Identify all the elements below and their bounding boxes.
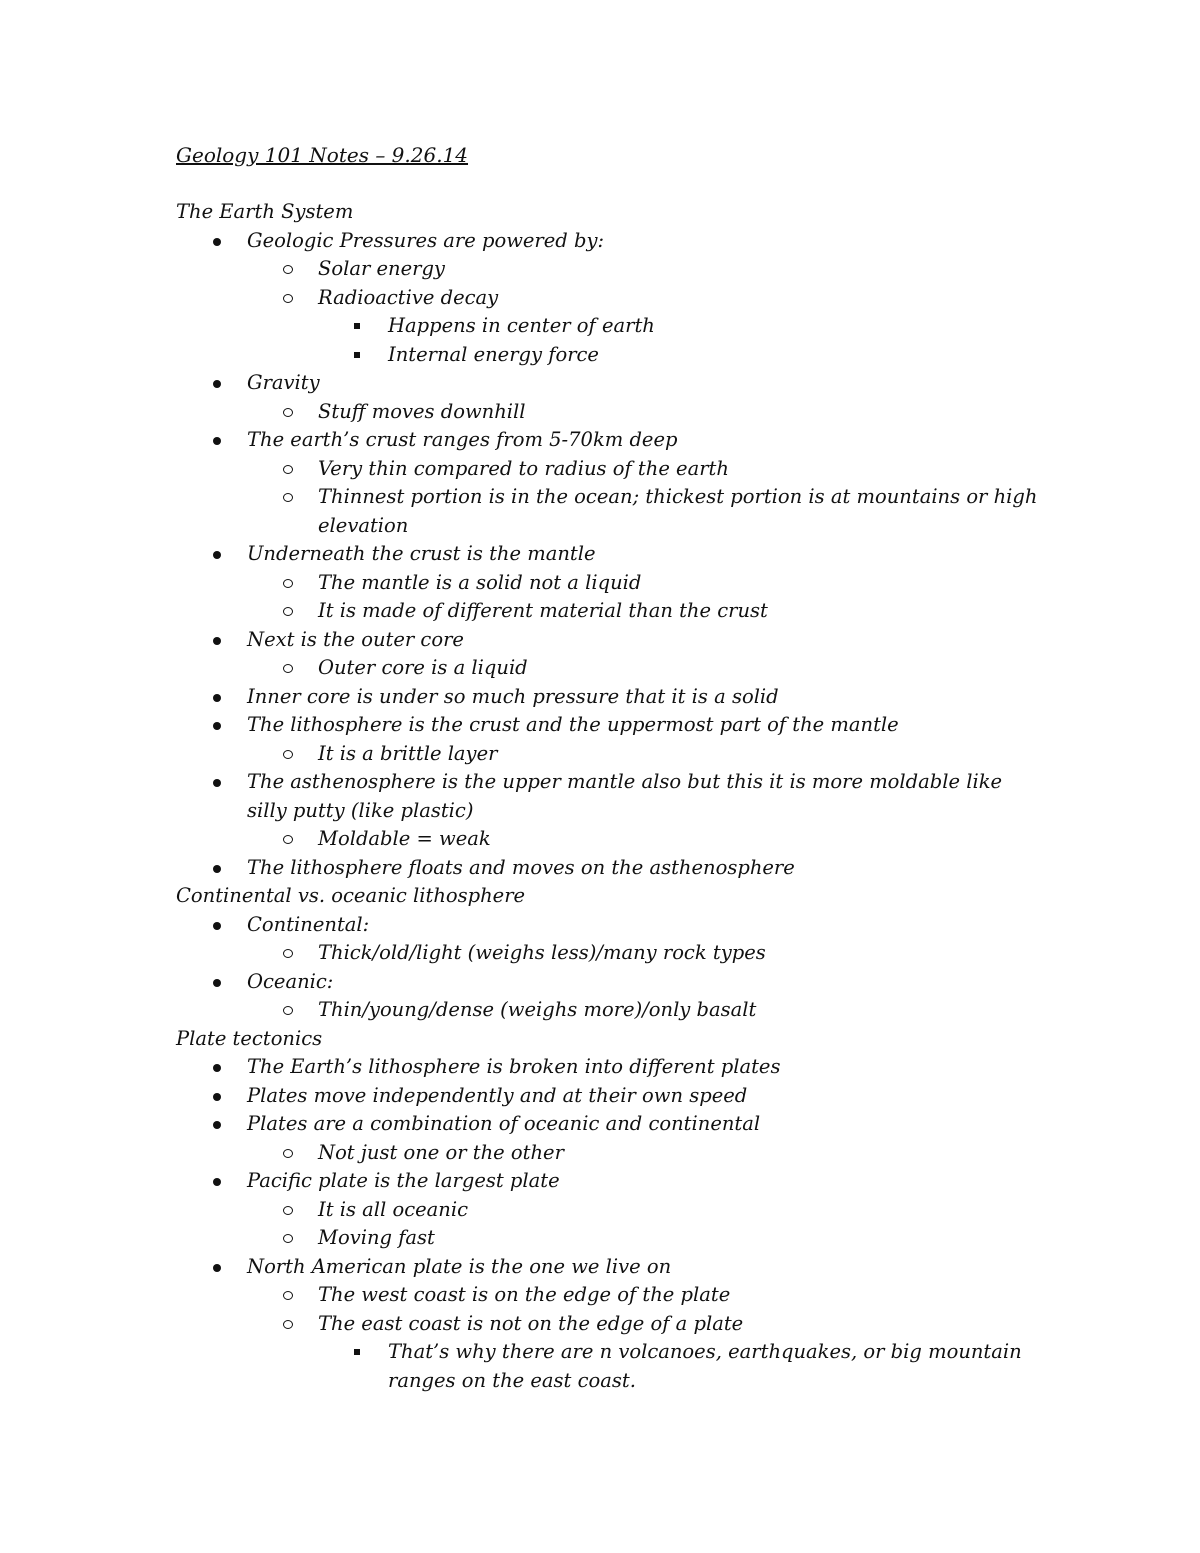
list-item <box>0 854 1200 883</box>
item-text: It is all oceanic <box>318 1197 469 1221</box>
list-item <box>0 968 1200 997</box>
list-item <box>0 711 1200 740</box>
list-item <box>0 312 1200 341</box>
list-item <box>0 654 1200 683</box>
bullet-circle-icon <box>283 294 293 303</box>
list-item <box>0 1338 1200 1367</box>
list-item <box>0 768 1200 797</box>
bullet-circle-icon <box>283 835 293 844</box>
item-text: The lithosphere floats and moves on the asthenosphere <box>247 855 795 879</box>
bullet-circle-icon <box>283 465 293 474</box>
list-item <box>0 512 1200 541</box>
bullet-circle-icon <box>283 579 293 588</box>
bullet-disc-icon <box>213 694 221 702</box>
list-item <box>0 227 1200 256</box>
list-item <box>0 398 1200 427</box>
list-item <box>0 284 1200 313</box>
bullet-square-icon <box>354 1349 360 1355</box>
list-item <box>0 1196 1200 1225</box>
bullet-circle-icon <box>283 1149 293 1158</box>
bullet-disc-icon <box>213 380 221 388</box>
item-text: The Earth System <box>176 200 354 223</box>
item-text: The lithosphere is the crust and the uppermost part of the mantle <box>247 713 899 736</box>
item-text: The mantle is a solid not a liquid <box>318 570 642 594</box>
list-item <box>0 825 1200 854</box>
item-text: Next is the outer core <box>247 627 464 651</box>
list-item <box>0 540 1200 569</box>
list-item <box>0 369 1200 398</box>
item-text: It is made of different material than the crust <box>318 599 768 622</box>
list-item <box>0 1224 1200 1253</box>
bullet-circle-icon <box>283 1206 293 1215</box>
bullet-disc-icon <box>213 779 221 787</box>
item-text: Continental vs. oceanic lithosphere <box>176 884 526 907</box>
list-item <box>0 597 1200 626</box>
bullet-disc-icon <box>213 1093 221 1101</box>
item-text: silly putty (like plastic) <box>247 798 474 822</box>
item-text: Moldable = weak <box>318 827 491 850</box>
item-text: Not just one or the other <box>318 1140 564 1164</box>
item-text: Very thin compared to radius of the earth <box>318 456 729 480</box>
item-text: Thin/young/dense (weighs more)/only basalt <box>318 998 757 1021</box>
item-text: Happens in center of earth <box>388 314 655 337</box>
item-text: Solar energy <box>318 257 445 280</box>
bullet-disc-icon <box>213 865 221 873</box>
item-text: The asthenosphere is the upper mantle also but this it is more moldable like <box>247 770 1003 793</box>
list-item <box>0 939 1200 968</box>
list-item <box>0 1110 1200 1139</box>
list-item <box>0 569 1200 598</box>
notes-body <box>0 198 1200 1395</box>
bullet-disc-icon <box>213 238 221 246</box>
item-text: Radioactive decay <box>318 285 499 309</box>
bullet-circle-icon <box>283 607 293 616</box>
bullet-circle-icon <box>283 493 293 502</box>
bullet-circle-icon <box>283 408 293 417</box>
item-text: Stuff moves downhill <box>318 399 526 423</box>
item-text: Continental: <box>247 912 370 936</box>
bullet-circle-icon <box>283 1291 293 1300</box>
list-item <box>0 1167 1200 1196</box>
list-item <box>0 683 1200 712</box>
list-item <box>0 1082 1200 1111</box>
item-text: The earth’s crust ranges from 5-70km deep <box>247 428 678 451</box>
section-heading <box>0 198 1200 227</box>
list-item <box>0 626 1200 655</box>
list-item <box>0 1367 1200 1396</box>
item-text: North American plate is the one we live on <box>247 1254 672 1278</box>
item-text: Underneath the crust is the mantle <box>247 542 596 565</box>
bullet-circle-icon <box>283 1006 293 1015</box>
item-text: The Earth’s lithosphere is broken into different plates <box>247 1055 781 1078</box>
bullet-disc-icon <box>213 551 221 559</box>
bullet-disc-icon <box>213 922 221 930</box>
list-item <box>0 1310 1200 1339</box>
list-item <box>0 426 1200 455</box>
list-item <box>0 341 1200 370</box>
bullet-circle-icon <box>283 750 293 759</box>
item-text: The east coast is not on the edge of a plate <box>318 1311 744 1335</box>
bullet-disc-icon <box>213 637 221 645</box>
item-text: Moving fast <box>318 1226 435 1249</box>
item-text: Gravity <box>247 371 320 394</box>
list-item <box>0 1053 1200 1082</box>
bullet-disc-icon <box>213 1178 221 1186</box>
item-text: Thick/old/light (weighs less)/many rock types <box>318 941 766 964</box>
list-item <box>0 255 1200 284</box>
page-title: Geology 101 Notes – 9.26.14 <box>176 143 469 167</box>
bullet-disc-icon <box>213 437 221 445</box>
bullet-disc-icon <box>213 722 221 730</box>
bullet-circle-icon <box>283 664 293 673</box>
item-text: That’s why there are n volcanoes, earthquakes, or big mountain <box>388 1340 1022 1363</box>
item-text: Plates are a combination of oceanic and continental <box>247 1112 761 1135</box>
bullet-circle-icon <box>283 949 293 958</box>
list-item <box>0 911 1200 940</box>
item-text: It is a brittle layer <box>318 741 498 765</box>
item-text: elevation <box>318 513 409 537</box>
bullet-disc-icon <box>213 1064 221 1072</box>
item-text: Plate tectonics <box>176 1026 323 1050</box>
bullet-square-icon <box>354 323 360 329</box>
item-text: Plates move independently and at their own speed <box>247 1083 748 1107</box>
section-heading <box>0 882 1200 911</box>
list-item <box>0 1139 1200 1168</box>
bullet-circle-icon <box>283 265 293 274</box>
bullet-square-icon <box>354 352 360 358</box>
item-text: Inner core is under so much pressure that it is a solid <box>247 684 779 708</box>
item-text: Internal energy force <box>388 342 599 366</box>
list-item <box>0 740 1200 769</box>
item-text: Oceanic: <box>247 969 334 993</box>
list-item <box>0 1281 1200 1310</box>
bullet-circle-icon <box>283 1320 293 1329</box>
list-item <box>0 996 1200 1025</box>
section-heading <box>0 1025 1200 1054</box>
bullet-disc-icon <box>213 979 221 987</box>
item-text: Outer core is a liquid <box>318 656 528 679</box>
bullet-disc-icon <box>213 1121 221 1129</box>
list-item <box>0 455 1200 484</box>
item-text: Geologic Pressures are powered by: <box>247 228 605 252</box>
list-item <box>0 1253 1200 1282</box>
list-item <box>0 797 1200 826</box>
item-text: ranges on the east coast. <box>388 1368 636 1392</box>
item-text: The west coast is on the edge of the plate <box>318 1283 731 1306</box>
item-text: Pacific plate is the largest plate <box>247 1169 560 1192</box>
item-text: Thinnest portion is in the ocean; thickest portion is at mountains or high <box>318 485 1038 508</box>
bullet-disc-icon <box>213 1264 221 1272</box>
list-item <box>0 483 1200 512</box>
bullet-circle-icon <box>283 1234 293 1243</box>
